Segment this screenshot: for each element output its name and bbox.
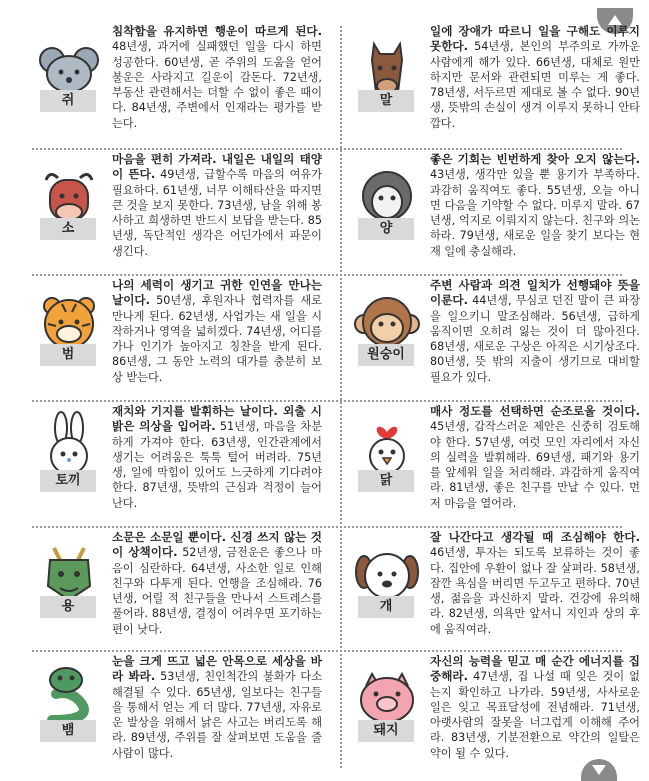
fortune-headline: 나의 세력이 생기고 귀한 인연을 만나는 날이다. — [112, 278, 322, 308]
fortune-headline: 재치와 기지를 발휘하는 날이다. 외출 시 밝은 의상을 입어라. — [112, 404, 322, 434]
row-divider — [32, 148, 622, 150]
animal-label: 범 — [40, 344, 96, 366]
fortune-page — [10, 8, 639, 781]
animal-label: 용 — [40, 596, 96, 618]
fortune-body: 48년생, 과거에 실패했던 일을 다시 하면 성공한다. 60년생, 곧 주위의 도움을 얻어 불운은 사라지고 길운이 감돈다. 72년생, 부동산 관련해서는 더할 수 없이 좋은 때이다. 84년생, 주변에서 인재라는 평가를 받는다. — [112, 40, 322, 130]
fortune-body: 47년생, 집 나설 때 잊은 것이 없는지 확인하고 나가라. 59년생, 사사로운 일은 잊고 목표달성에 전념해라. 71년생, 아랫사람의 잘못을 너그럽게 이해해 주어라. 83년생, 기분전환으로 약간의 일탈은 약이 될 수 있다. — [430, 670, 640, 760]
fortune-body: 51년생, 마음을 차분하게 가져야 한다. 63년생, 인간관계에서 생기는 어려움은 툭툭 털어 버려라. 75년생, 일에 막힘이 있어도 느긋하게 기다려야 한다. 87년생, 뜻밖의 근심과 걱정이 늘어난다. — [112, 420, 322, 510]
fortune-body: 45년생, 갑작스러운 제안은 신중히 검토해야 한다. 57년생, 여럿 모인 자리에서 자신의 실력을 발휘해라. 69년생, 패기와 용기를 앞세워 일을 처리해라. 과감하게 움직여라. 81년생, 좋은 친구를 만날 수 있다. 먼저 마음을 열어라. — [430, 420, 640, 510]
fortune-body: 53년생, 친인척간의 불화가 다소 해결될 수 있다. 65년생, 일보다는 친구들을 통해서 얻는 게 더 많다. 77년생, 자유로운 발상을 위해서 낡은 사고는 버리도록 해라. 89년생, 주위를 잘 살펴보면 도움을 줄 사람이 많다. — [112, 670, 322, 760]
fortune-cell-sheep — [350, 152, 640, 270]
fortune-cell-dog — [350, 530, 640, 648]
fortune-cell-pig — [350, 654, 640, 772]
fortune-headline: 침착함을 유지하면 행운이 따르게 된다. — [112, 24, 322, 38]
animal-label: 돼지 — [358, 720, 414, 742]
animal-label: 말 — [358, 90, 414, 112]
row-divider — [32, 526, 622, 528]
row-divider — [32, 650, 622, 652]
row-divider — [32, 400, 622, 402]
animal-label: 토끼 — [40, 470, 96, 492]
fortune-body: 54년생, 본인의 부주의로 가까운 사람에게 해가 있다. 66년생, 대체로 원만하지만 문서와 관련되면 미루는 게 좋다. 78년생, 서두르면 제대로 볼 수 없다. 90년생, 뜻밖의 손실이 생겨 이루지 못하니 안타깝다. — [430, 40, 640, 130]
fortune-headline: 매사 정도를 선택하면 순조로울 것이다. — [430, 404, 640, 418]
animal-label: 소 — [40, 218, 96, 240]
fortune-body: 50년생, 후원자나 협력자를 새로 만나게 된다. 62년생, 사업가는 새 일을 시작하거나 영역을 넓히겠다. 74년생, 어디를 가나 인기가 높아지고 칭찬을 받게 된다. 86년생, 그 동안 노력의 대가를 충분히 보상 받는다. — [112, 294, 322, 384]
fortune-cell-tiger — [32, 278, 322, 396]
column-divider — [340, 26, 342, 768]
animal-label: 개 — [358, 596, 414, 618]
fortune-cell-ox — [32, 152, 322, 270]
fortune-body: 46년생, 투자는 되도록 보류하는 것이 좋다. 집안에 우환이 없나 잘 살펴라. 58년생, 잠깐 욕심을 버리면 두고두고 편하다. 70년생, 젊음을 과신하지 말라. 건강에 유의해라. 82년생, 의욕만 앞서니 지인과 상의 후에 움직여라. — [430, 546, 640, 636]
animal-label: 양 — [358, 218, 414, 240]
animal-label: 원숭이 — [358, 344, 414, 366]
row-divider — [32, 274, 622, 276]
fortune-headline: 주변 사람과 의견 일치가 선행돼야 뜻을 이룬다. — [430, 278, 640, 308]
fortune-cell-snake — [32, 654, 322, 772]
fortune-headline: 소문은 소문일 뿐이다. 신경 쓰지 않는 것이 상책이다. — [112, 530, 322, 560]
fortune-headline: 눈을 크게 뜨고 넓은 안목으로 세상을 바라 봐라. — [112, 654, 322, 684]
animal-label: 뱀 — [40, 720, 96, 742]
fortune-cell-horse — [350, 24, 640, 142]
fortune-grid — [32, 22, 640, 772]
fortune-cell-monkey — [350, 278, 640, 396]
fortune-headline: 좋은 기회는 빈번하게 찾아 오지 않는다. — [430, 152, 640, 166]
fortune-cell-dragon — [32, 530, 322, 648]
fortune-body: 44년생, 무심코 던진 말이 큰 파장을 일으키니 말조심해라. 56년생, 급하게 움직이면 오히려 잃는 것이 더 많아진다. 68년생, 새로운 구상은 아직은 시기상조다. 80년생, 뜻 밖의 지출이 생기므로 대비할 필요가 있다. — [430, 294, 640, 384]
fortune-headline: 잘 나간다고 생각될 때 조심해야 한다. — [430, 530, 640, 544]
fortune-cell-rat — [32, 24, 322, 142]
fortune-cell-rabbit — [32, 404, 322, 522]
fortune-body: 49년생, 급할수록 마음의 여유가 필요하다. 61년생, 너무 이해타산을 따지면 큰 것을 보지 못한다. 73년생, 남을 위해 봉사하고 희생하면 반드시 보답을 받는다. 85년생, 독단적인 생각은 어딘가에서 파문이 생긴다. — [112, 168, 322, 258]
fortune-cell-rooster — [350, 404, 640, 522]
fortune-body: 52년생, 금전운은 좋으나 마음이 심란하다. 64년생, 사소한 일로 인해 친구와 다투게 된다. 언행을 조심해라. 76년생, 어릴 적 친구들을 만나서 스트레스를 풀어라. 88년생, 결정이 어려우면 포기하는 편이 낫다. — [112, 546, 322, 636]
fortune-body: 43년생, 생각만 있을 뿐 용기가 부족하다. 과감히 움직여도 좋다. 55년생, 오늘 아니면 다음을 기약할 수 없다. 미루지 말라. 67년생, 억지로 이뤄지지 않는다. 친구와 의논하라. 79년생, 새로운 일을 찾기 보다는 현재 일에 충실해라. — [430, 168, 640, 258]
fortune-headline: 일에 장애가 따르니 일을 구해도 이루지 못한다. — [430, 24, 640, 54]
fortune-headline: 자신의 능력을 믿고 매 순간 에너지를 집중해라. — [430, 654, 640, 684]
animal-label: 쥐 — [40, 90, 96, 112]
fortune-headline: 마음을 편히 가져라. 내일은 내일의 태양이 뜬다. — [112, 152, 322, 182]
animal-label: 닭 — [358, 470, 414, 492]
